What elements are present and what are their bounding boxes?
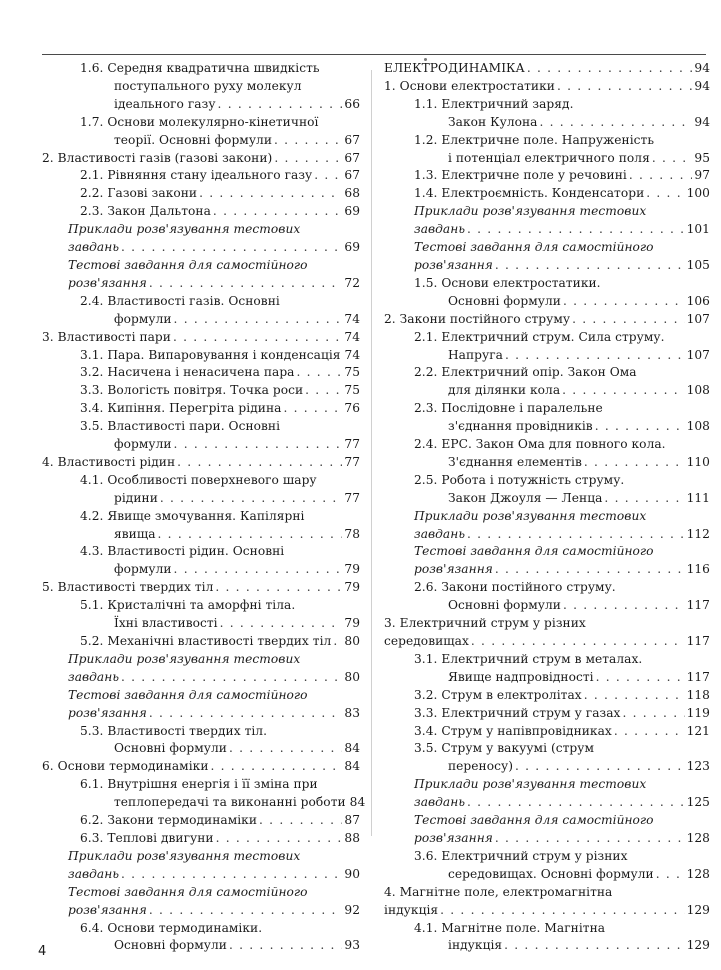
toc-entry-text: розв'язання xyxy=(68,705,147,720)
toc-entry-text: Приклади розв'язування тестових xyxy=(414,777,647,792)
dot-leader xyxy=(596,669,685,687)
toc-entry-text: 3.4. Струм у напівпровідниках xyxy=(414,723,612,738)
dot-leader xyxy=(614,723,685,741)
toc-entry-text: 4.2. Явище змочування. Капілярні xyxy=(80,508,305,523)
toc-page-number: 68 xyxy=(344,186,360,201)
dot-leader xyxy=(505,347,685,365)
toc-page-number: 74 xyxy=(344,347,361,362)
toc-entry-text: Основні формули xyxy=(114,741,227,756)
dot-leader xyxy=(604,490,684,508)
toc-entry-text: 4.3. Властивості рідин. Основні xyxy=(80,544,285,559)
toc-page-number: 108 xyxy=(686,419,710,434)
toc-entry-text: розв'язання xyxy=(414,830,493,845)
toc-entry-text: 2.3. Закон Дальтона xyxy=(80,204,211,219)
dot-leader xyxy=(121,866,342,884)
dot-leader xyxy=(274,150,342,168)
toc-entry-text: 3.4. Кипіння. Перегріта рідина xyxy=(80,401,282,416)
toc-page-number: 100 xyxy=(686,186,710,201)
toc-page-number: 76 xyxy=(344,401,360,416)
toc-entry-text: Тестові завдання для самостійного xyxy=(68,257,308,272)
toc-page-number: 116 xyxy=(686,562,710,577)
toc-entry[interactable] xyxy=(80,723,360,759)
toc-entry-text: 2.3. Послідовне і паралельне xyxy=(414,401,603,416)
toc-entry[interactable] xyxy=(80,364,360,382)
toc-entry[interactable] xyxy=(80,543,360,579)
toc-entry-text: 5. Властивості твердих тіл xyxy=(42,580,214,595)
toc-page-number: 79 xyxy=(344,616,360,631)
toc-entry-text: 1.5. Основи електростатики. xyxy=(414,275,601,290)
toc-entry-text: 3. Електричний струм у різних xyxy=(384,616,586,631)
toc-page-number: 74 xyxy=(344,311,360,326)
toc-entry-text: 3.2. Струм в електролітах xyxy=(414,687,582,702)
toc-entry-text: 4. Властивості рідин xyxy=(42,454,176,469)
dot-leader xyxy=(333,633,342,651)
toc-entry-text: завдань xyxy=(68,669,120,684)
toc-entry[interactable] xyxy=(414,132,710,168)
toc-entry[interactable] xyxy=(414,651,710,687)
toc-entry[interactable] xyxy=(414,579,710,615)
toc-page-number: 117 xyxy=(686,598,710,613)
toc-entry[interactable] xyxy=(80,60,360,114)
toc-page-number: 111 xyxy=(686,490,710,505)
toc-entry[interactable] xyxy=(414,687,710,705)
toc-entry[interactable] xyxy=(68,687,360,723)
dot-leader xyxy=(557,78,692,96)
toc-entry-text: Тестові завдання для самостійного xyxy=(414,240,654,255)
dot-leader xyxy=(563,597,685,615)
toc-entry[interactable] xyxy=(80,472,360,508)
toc-entry-text: Приклади розв'язування тестових xyxy=(414,508,647,523)
dot-leader xyxy=(467,526,685,544)
toc-entry-text: 2.4. Властивості газів. Основні xyxy=(80,293,280,308)
toc-entry-text: 2.4. ЕРС. Закон Ома для повного кола. xyxy=(414,437,666,452)
toc-entry-text: явища xyxy=(114,526,156,541)
dot-leader xyxy=(652,150,693,168)
dot-leader xyxy=(213,203,342,221)
dot-leader xyxy=(149,705,343,723)
toc-entry-text: 3. Властивості пари xyxy=(42,329,171,344)
toc-entry-text: 2.2. Газові закони xyxy=(80,186,198,201)
dot-leader xyxy=(467,794,685,812)
toc-entry[interactable] xyxy=(68,651,360,687)
toc-entry[interactable] xyxy=(414,543,710,579)
toc-entry-text: Приклади розв'язування тестових xyxy=(68,222,301,237)
toc-page-number: 93 xyxy=(344,938,360,953)
toc-entry-text: 1.4. Електроємність. Конденсатори xyxy=(414,186,645,201)
toc-entry[interactable] xyxy=(42,454,360,472)
dot-leader xyxy=(216,830,343,848)
toc-entry-text: 3.1. Пара. Випаровування і конденсація xyxy=(80,347,341,362)
toc-page-number: 94 xyxy=(694,61,710,75)
dot-leader xyxy=(314,167,342,185)
toc-page-number: 67 xyxy=(344,168,360,183)
toc-page-number: 107 xyxy=(686,311,710,326)
toc-page-number: 69 xyxy=(344,204,360,219)
toc-entry[interactable] xyxy=(414,723,710,741)
toc-entry[interactable] xyxy=(384,884,710,920)
toc-page-number: 84 xyxy=(344,759,360,774)
toc-entry-text: 1.1. Електричний заряд. xyxy=(414,96,574,111)
toc-page-number: 129 xyxy=(686,938,710,953)
dot-leader xyxy=(584,687,685,705)
toc-entry-text: Приклади розв'язування тестових xyxy=(414,204,647,219)
toc-right-column xyxy=(384,60,710,955)
dot-leader xyxy=(177,454,342,472)
toc-page-number: 112 xyxy=(686,526,710,541)
toc-entry[interactable] xyxy=(414,400,710,436)
toc-entry-text: індукція xyxy=(448,938,503,953)
toc-entry-text: теплопередачі та виконанні роботи xyxy=(114,795,346,810)
toc-entry-text: Явище надпровідності xyxy=(448,669,594,684)
toc-entry[interactable] xyxy=(414,705,710,723)
toc-entry-text: Основні формули xyxy=(448,293,561,308)
dot-leader xyxy=(504,937,684,955)
toc-entry-text: поступального руху молекул xyxy=(114,78,302,93)
toc-entry-text: теорії. Основні формули xyxy=(114,132,273,147)
toc-page-number: 87 xyxy=(344,813,360,828)
toc-entry-text: 4. Магнітне поле, електромагнітна xyxy=(384,884,613,899)
toc-page-number: 77 xyxy=(344,454,360,469)
toc-entry-text: Приклади розв'язування тестових xyxy=(68,848,301,863)
toc-entry-text: 3.3. Вологість повітря. Точка роси xyxy=(80,383,304,398)
toc-entry-text: 6.2. Закони термодинаміки xyxy=(80,813,258,828)
dot-leader xyxy=(595,418,685,436)
toc-entry[interactable] xyxy=(80,203,360,221)
toc-entry[interactable] xyxy=(414,275,710,311)
dot-leader xyxy=(149,902,343,920)
toc-entry[interactable] xyxy=(414,812,710,848)
dot-leader xyxy=(622,705,684,723)
toc-entry[interactable] xyxy=(80,114,360,150)
toc-page-number: 105 xyxy=(686,257,710,272)
toc-entry[interactable] xyxy=(414,848,710,884)
toc-entry[interactable] xyxy=(80,167,360,185)
toc-page-number: 74 xyxy=(344,329,360,344)
toc-entry[interactable] xyxy=(414,920,710,956)
toc-entry-text: Напруга xyxy=(448,347,503,362)
toc-entry[interactable] xyxy=(384,615,710,651)
dot-leader xyxy=(121,669,342,687)
dot-leader xyxy=(274,132,342,150)
toc-page-number: 107 xyxy=(686,347,710,362)
toc-entry-text: розв'язання xyxy=(414,562,493,577)
toc-entry-text: 5.2. Механічні властивості твердих тіл xyxy=(80,634,332,648)
page-number: 4 xyxy=(38,944,47,959)
toc-page-number: 83 xyxy=(344,705,360,720)
dot-leader xyxy=(199,185,342,203)
toc-page-number: 75 xyxy=(344,365,360,380)
toc-page-number: 66 xyxy=(344,96,360,111)
toc-entry-text: 4.1. Особливості поверхневого шару xyxy=(80,472,317,487)
toc-entry[interactable] xyxy=(68,221,360,257)
toc-entry-text: Їхні властивості xyxy=(114,616,218,631)
toc-entry-text: 5.1. Кристалічні та аморфні тіла. xyxy=(80,598,296,613)
toc-entry-text: 1.2. Електричне поле. Напруженість xyxy=(414,132,655,147)
dot-leader xyxy=(515,758,685,776)
toc-entry-text: 2.2. Електричний опір. Закон Ома xyxy=(414,365,637,380)
dot-leader xyxy=(158,526,343,544)
toc-left-column xyxy=(42,60,366,955)
toc-page-number: 101 xyxy=(686,222,710,237)
toc-page-number: 84 xyxy=(349,795,366,810)
toc-entry[interactable] xyxy=(80,508,360,544)
toc-page-number: 72 xyxy=(344,275,360,290)
toc-page-number: 77 xyxy=(344,437,360,452)
toc-entry-text: 1.7. Основи молекулярно-кінетичної xyxy=(80,114,319,129)
toc-entry-text: розв'язання xyxy=(68,275,147,290)
toc-entry-text: рідини xyxy=(114,490,158,505)
toc-entry[interactable] xyxy=(80,597,360,633)
toc-entry[interactable] xyxy=(414,96,710,132)
toc-entry-text: завдань xyxy=(414,795,466,810)
toc-entry-text: Тестові завдання для самостійного xyxy=(414,813,654,828)
dot-leader xyxy=(563,293,685,311)
dot-leader xyxy=(467,221,685,239)
toc-entry[interactable] xyxy=(384,78,710,96)
toc-entry[interactable] xyxy=(80,418,360,454)
dot-leader xyxy=(174,311,343,329)
dot-leader xyxy=(211,758,343,776)
toc-entry[interactable] xyxy=(68,848,360,884)
dot-leader xyxy=(527,60,693,78)
dot-leader xyxy=(220,615,343,633)
toc-entry-text: ЕЛЕКТРОДИНАМІКА xyxy=(384,61,525,75)
toc-entry-text: завдань xyxy=(68,866,120,881)
toc-entry-text: 3.1. Електричний струм в металах. xyxy=(414,651,643,666)
toc-page-number: 97 xyxy=(694,168,710,183)
toc-entry-text: 1. Основи електростатики xyxy=(384,78,555,93)
toc-entry-text: для ділянки кола xyxy=(448,383,561,398)
toc-entry-text: ідеального газу xyxy=(114,96,216,111)
toc-entry-text: Тестові завдання для самостійного xyxy=(68,884,308,899)
toc-entry[interactable] xyxy=(414,776,710,812)
toc-entry[interactable] xyxy=(80,185,360,203)
dot-leader xyxy=(495,257,685,275)
dot-leader xyxy=(495,830,685,848)
toc-page-number: 117 xyxy=(686,669,710,684)
toc-entry-text: розв'язання xyxy=(68,902,147,917)
toc-page-number: 80 xyxy=(344,634,360,648)
column-divider xyxy=(371,70,372,836)
toc-page-number: 67 xyxy=(344,150,360,165)
toc-entry-text: розв'язання xyxy=(414,257,493,272)
dot-leader xyxy=(229,740,342,758)
toc-page-number: 79 xyxy=(344,580,360,595)
toc-page-number: 78 xyxy=(344,526,360,541)
toc-entry-text: 2. Закони постійного струму xyxy=(384,311,571,326)
toc-entry-text: 2.5. Робота і потужність струму. xyxy=(414,472,625,487)
dot-leader xyxy=(121,239,342,257)
toc-entry[interactable] xyxy=(42,150,360,168)
dot-leader xyxy=(174,436,343,454)
toc-page-number: 80 xyxy=(344,669,360,684)
dot-leader xyxy=(259,812,342,830)
dot-leader xyxy=(656,866,685,884)
toc-entry-text: завдань xyxy=(414,526,466,541)
toc-page-number: 75 xyxy=(344,383,360,398)
dot-leader xyxy=(283,400,342,418)
toc-entry-text: формули xyxy=(114,311,172,326)
toc-page-number: 117 xyxy=(686,634,710,648)
toc-entry-text: переносу) xyxy=(448,759,514,774)
toc-entry[interactable] xyxy=(42,329,360,347)
toc-entry-text: Основні формули xyxy=(114,938,227,953)
toc-entry-text: Закон Кулона xyxy=(448,114,538,129)
toc-page-number: 129 xyxy=(686,902,710,917)
toc-entry[interactable] xyxy=(414,329,710,365)
toc-entry[interactable] xyxy=(414,436,710,472)
toc-page-number: 128 xyxy=(686,866,710,881)
toc-entry-text: формули xyxy=(114,437,172,452)
toc-page-number: 110 xyxy=(686,454,710,469)
toc-entry[interactable] xyxy=(414,239,710,275)
toc-page-number: 95 xyxy=(694,150,710,165)
toc-entry[interactable] xyxy=(42,579,360,597)
dot-leader xyxy=(229,937,342,955)
toc-page-number: 79 xyxy=(344,562,360,577)
toc-entry-text: 6.4. Основи термодинаміки. xyxy=(80,920,263,935)
dot-leader xyxy=(471,633,685,651)
toc-entry-text: 3.6. Електричний струм у різних xyxy=(414,848,628,863)
toc-entry[interactable] xyxy=(414,508,710,544)
dot-leader xyxy=(215,579,342,597)
toc-entry-text: формули xyxy=(114,562,172,577)
dot-leader xyxy=(174,561,343,579)
toc-entry-text: індукція xyxy=(384,902,439,917)
toc-entry-text: 1.3. Електричне поле у речовині xyxy=(414,168,627,183)
dot-leader xyxy=(297,364,343,382)
dot-leader xyxy=(160,490,343,508)
toc-page-number: 94 xyxy=(694,78,710,93)
toc-entry-text: 2. Властивості газів (газові закони) xyxy=(42,150,273,165)
toc-entry[interactable] xyxy=(68,884,360,920)
toc-entry-text: Закон Джоуля — Ленца xyxy=(448,490,603,505)
toc-entry[interactable] xyxy=(80,633,360,651)
toc-page-number: 88 xyxy=(344,830,360,845)
toc-entry-text: завдань xyxy=(68,240,120,255)
toc-entry-text: 3.2. Насичена і ненасичена пара xyxy=(80,365,295,380)
toc-entry[interactable] xyxy=(414,472,710,508)
toc-entry[interactable] xyxy=(42,758,360,776)
toc-entry[interactable] xyxy=(384,311,710,329)
toc-entry-text: 3.5. Властивості пари. Основні xyxy=(80,419,281,434)
toc-page-number: 108 xyxy=(686,383,710,398)
toc-entry-text: 5.3. Властивості твердих тіл. xyxy=(80,723,268,738)
toc-entry[interactable] xyxy=(414,203,710,239)
toc-entry-text: 2.6. Закони постійного струму. xyxy=(414,580,616,595)
dot-leader xyxy=(629,167,693,185)
header-rule xyxy=(42,54,706,55)
toc-entry[interactable] xyxy=(80,812,360,830)
toc-page-number: 123 xyxy=(686,759,710,774)
toc-entry[interactable] xyxy=(80,776,366,812)
dot-leader xyxy=(562,382,684,400)
toc-page-number: 92 xyxy=(344,902,360,917)
toc-entry-text: 2.1. Рівняння стану ідеального газу xyxy=(80,168,313,183)
toc-entry[interactable] xyxy=(80,400,360,418)
toc-entry-text: 6.1. Внутрішня енергія і її зміна при xyxy=(80,777,318,792)
toc-page-number: 84 xyxy=(344,741,360,756)
toc-entry-text: Тестові завдання для самостійного xyxy=(68,687,308,702)
toc-entry[interactable] xyxy=(384,60,710,78)
dot-leader xyxy=(173,329,342,347)
toc-entry[interactable] xyxy=(80,382,360,400)
toc-page-number: 67 xyxy=(344,132,360,147)
toc-page-number: 119 xyxy=(686,705,710,720)
dot-leader xyxy=(495,561,685,579)
toc-page-number: 125 xyxy=(686,795,710,810)
toc-entry[interactable] xyxy=(414,740,710,776)
toc-entry[interactable] xyxy=(80,347,360,365)
toc-page-number: 106 xyxy=(686,293,710,308)
toc-entry-text: Приклади розв'язування тестових xyxy=(68,651,301,666)
toc-page-number: 118 xyxy=(686,687,710,702)
toc-entry[interactable] xyxy=(68,257,360,293)
dot-leader xyxy=(539,114,692,132)
toc-entry-text: 6.3. Теплові двигуни xyxy=(80,830,214,845)
toc-entry-text: середовищах xyxy=(384,634,469,648)
toc-page-number: 94 xyxy=(694,114,710,129)
toc-entry-text: З'єднання елементів xyxy=(448,454,582,469)
toc-entry-text: 6. Основи термодинаміки xyxy=(42,759,209,774)
toc-entry-text: 4.1. Магнітне поле. Магнітна xyxy=(414,920,606,935)
toc-entry-text: Основні формули xyxy=(448,598,561,613)
dot-leader xyxy=(584,454,685,472)
toc-entry[interactable] xyxy=(80,830,360,848)
dot-leader xyxy=(572,311,684,329)
toc-entry-text: 2.1. Електричний струм. Сила струму. xyxy=(414,329,665,344)
dot-leader xyxy=(305,382,342,400)
dot-leader xyxy=(646,185,684,203)
toc-entry[interactable] xyxy=(414,364,710,400)
dot-leader xyxy=(149,275,343,293)
toc-page-number: 90 xyxy=(344,866,360,881)
toc-entry-text: завдань xyxy=(414,222,466,237)
toc-entry-text: 3.3. Електричний струм у газах xyxy=(414,705,621,720)
toc-entry-text: з'єднання провідників xyxy=(448,419,593,434)
toc-page-number: 77 xyxy=(344,490,360,505)
toc-entry[interactable] xyxy=(80,920,360,956)
toc-entry[interactable] xyxy=(80,293,360,329)
toc-entry-text: 1.6. Середня квадратична швидкість xyxy=(80,61,320,75)
dot-leader xyxy=(218,96,343,114)
toc-entry-text: і потенціал електричного поля xyxy=(448,150,650,165)
toc-page-number: 128 xyxy=(686,830,710,845)
toc-entry[interactable] xyxy=(414,185,710,203)
toc-page-number: 121 xyxy=(686,723,710,738)
toc-entry-text: Тестові завдання для самостійного xyxy=(414,544,654,559)
toc-entry-text: 3.5. Струм у вакуумі (струм xyxy=(414,741,595,756)
dot-leader xyxy=(440,902,684,920)
toc-page-number: 69 xyxy=(344,240,360,255)
toc-entry[interactable] xyxy=(414,167,710,185)
toc-entry-text: середовищах. Основні формули xyxy=(448,866,654,881)
